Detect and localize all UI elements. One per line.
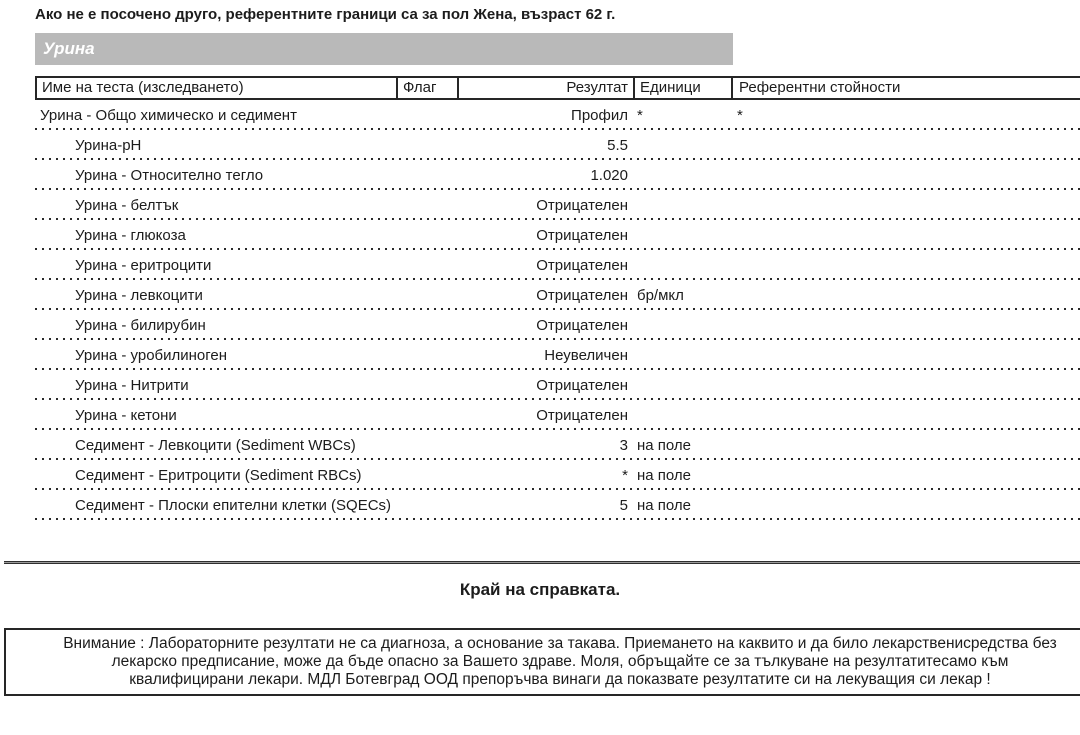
cell-units: на поле bbox=[637, 467, 692, 484]
cell-reference bbox=[731, 430, 1080, 460]
cell-result: Неувеличен bbox=[544, 347, 628, 364]
cell-reference bbox=[731, 220, 1080, 250]
cell-test-name: Урина - левкоцити bbox=[75, 287, 203, 304]
cell-test-name: Урина - глюкоза bbox=[75, 227, 186, 244]
table-row bbox=[35, 190, 1080, 220]
cell-units bbox=[633, 340, 731, 370]
cell-test-name: Урина - еритроцити bbox=[75, 257, 212, 274]
cell-reference bbox=[731, 310, 1080, 340]
table-row bbox=[35, 250, 1080, 280]
cell-units: бр/мкл bbox=[637, 287, 684, 304]
table-row bbox=[35, 310, 1080, 340]
table-row bbox=[35, 340, 1080, 370]
table-row bbox=[35, 490, 1080, 520]
cell-result: Отрицателен bbox=[536, 257, 628, 274]
cell-units: на поле bbox=[637, 437, 692, 454]
cell-result: * bbox=[622, 467, 628, 484]
cell-test-name: Урина - уробилиноген bbox=[75, 347, 228, 364]
end-of-report-text: Край на справката. bbox=[459, 580, 621, 599]
cell-test-name: Седимент - Еритроцити (Sediment RBCs) bbox=[75, 467, 362, 484]
cell-reference bbox=[731, 460, 1080, 490]
cell-reference bbox=[731, 490, 1080, 520]
end-divider bbox=[4, 561, 1080, 564]
cell-result: 5 bbox=[619, 497, 628, 514]
table-row bbox=[35, 100, 1080, 130]
cell-flag bbox=[396, 190, 457, 220]
cell-flag bbox=[396, 430, 457, 460]
column-header-test-name: Име на теста (изследването) bbox=[37, 78, 398, 98]
table-row bbox=[35, 220, 1080, 250]
cell-reference bbox=[731, 130, 1080, 160]
cell-units bbox=[633, 310, 731, 340]
cell-units bbox=[633, 220, 731, 250]
cell-flag bbox=[396, 340, 457, 370]
cell-result: 3 bbox=[619, 437, 628, 454]
warning-box bbox=[4, 628, 1080, 696]
cell-flag bbox=[396, 460, 457, 490]
cell-flag bbox=[396, 130, 457, 160]
cell-result: Отрицателен bbox=[536, 377, 628, 394]
cell-result: 1.020 bbox=[590, 167, 628, 184]
cell-test-name: Урина - Общо химическо и седимент bbox=[40, 107, 297, 124]
cell-result: 5.5 bbox=[607, 137, 628, 154]
cell-units bbox=[633, 130, 731, 160]
cell-flag bbox=[396, 250, 457, 280]
cell-reference: * bbox=[737, 107, 743, 124]
cell-reference bbox=[731, 340, 1080, 370]
cell-test-name: Урина - белтък bbox=[75, 197, 179, 214]
table-row bbox=[35, 160, 1080, 190]
cell-flag bbox=[396, 160, 457, 190]
cell-flag bbox=[396, 490, 457, 520]
cell-test-name: Урина - кетони bbox=[75, 407, 177, 424]
table-body bbox=[35, 100, 1080, 520]
column-header-reference: Референтни стойности bbox=[739, 79, 901, 96]
cell-test-name: Урина - Относително тегло bbox=[75, 167, 264, 184]
cell-result: Профил bbox=[571, 107, 628, 124]
cell-reference bbox=[731, 280, 1080, 310]
warning-line: лекарско предписание, може да бъде опасно за Вашето здраве. Моля, обръщайте се за тълкуване на резултатитесамо към bbox=[111, 653, 1009, 670]
cell-flag bbox=[396, 280, 457, 310]
table-row bbox=[35, 280, 1080, 310]
cell-result: Отрицателен bbox=[536, 317, 628, 334]
cell-reference bbox=[731, 250, 1080, 280]
cell-flag bbox=[396, 220, 457, 250]
section-banner bbox=[35, 33, 733, 65]
cell-units bbox=[633, 370, 731, 400]
cell-flag bbox=[396, 370, 457, 400]
cell-test-name: Урина - Нитрити bbox=[75, 377, 189, 394]
table-row bbox=[35, 400, 1080, 430]
cell-reference bbox=[731, 400, 1080, 430]
cell-reference bbox=[731, 160, 1080, 190]
cell-units: на поле bbox=[637, 497, 692, 514]
table-row bbox=[35, 130, 1080, 160]
cell-result: Отрицателен bbox=[536, 197, 628, 214]
cell-test-name: Седимент - Левкоцити (Sediment WBCs) bbox=[75, 437, 356, 454]
cell-flag bbox=[396, 100, 457, 130]
reference-note: Ако не е посочено друго, референтните граници са за пол Жена, възраст 62 г. bbox=[35, 6, 616, 23]
cell-reference bbox=[731, 370, 1080, 400]
cell-units bbox=[633, 250, 731, 280]
cell-reference bbox=[731, 190, 1080, 220]
table-row bbox=[35, 430, 1080, 460]
table-row bbox=[35, 460, 1080, 490]
cell-test-name: Урина-pH bbox=[75, 137, 142, 154]
cell-units: * bbox=[637, 107, 643, 124]
cell-flag bbox=[396, 310, 457, 340]
column-header-flag: Флаг bbox=[398, 78, 459, 98]
cell-result: Отрицателен bbox=[536, 287, 628, 304]
cell-result: Отрицателен bbox=[536, 227, 628, 244]
cell-units bbox=[633, 190, 731, 220]
cell-flag bbox=[396, 400, 457, 430]
cell-test-name: Седимент - Плоски епителни клетки (SQECs) bbox=[75, 497, 392, 514]
warning-line: Внимание : Лабораторните резултати не са диагноза, а основание за такава. Приемането на каквито и да било лекарственисредства без bbox=[63, 635, 1057, 652]
results-table bbox=[35, 76, 1080, 520]
warning-line: квалифицирани лекари. МДЛ Ботевград ООД препоръчва винаги да показвате резултатите си на лекуващия си лекар ! bbox=[129, 671, 991, 688]
section-banner-label: Урина bbox=[43, 39, 95, 58]
cell-units bbox=[633, 160, 731, 190]
cell-result: Отрицателен bbox=[536, 407, 628, 424]
column-header-result: Резултат bbox=[459, 78, 635, 98]
table-row bbox=[35, 370, 1080, 400]
cell-units bbox=[633, 400, 731, 430]
cell-test-name: Урина - билирубин bbox=[75, 317, 206, 334]
column-header-units: Единици bbox=[635, 78, 733, 98]
table-header-row bbox=[35, 76, 1080, 100]
